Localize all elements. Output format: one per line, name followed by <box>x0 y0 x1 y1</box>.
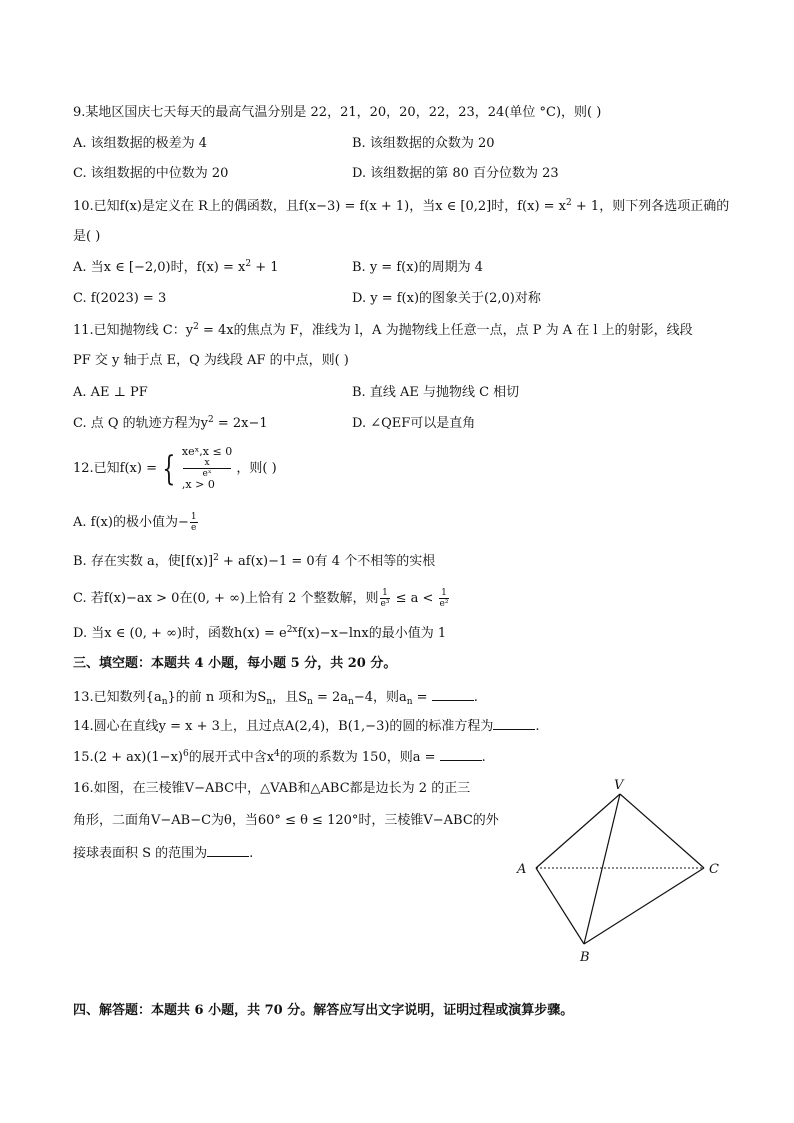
q10-stem: 10.已知f(x)是定义在 R上的偶函数，且f(x−3) = f(x + 1)，当x ∈ [0,2]时，$f(x) = x^2 + 1$，则下列各选项正确的 <box>73 198 730 214</box>
q12-piecewise: xeˣ,x ≤ 0 x eˣ ,x > 0 <box>181 445 233 491</box>
q10-option-c: C. f(2023) = 3 <box>73 291 167 306</box>
q12-option-b: B. 存在实数 a，使$[f(x)]^2 + af(x)-1 = 0$有 4 个不相等的实根 <box>73 553 436 569</box>
edge-bc <box>584 868 704 944</box>
q10-option-b: B. y = f(x)的周期为 4 <box>352 260 484 275</box>
q16-line2: 角形，二面角V−AB−C为θ，当60° ≤ θ ≤ 120°时，三棱锥V−ABC的外 <box>73 813 499 828</box>
q10-option-d: D. y = f(x)的图象关于(2,0)对称 <box>352 291 541 306</box>
q9-option-a: A. 该组数据的极差为 4 <box>73 136 208 151</box>
q16-answer-blank[interactable] <box>207 844 249 857</box>
q9-option-d: D. 该组数据的第 80 百分位数为 23 <box>352 166 559 181</box>
q12-option-d: D. 当x ∈ (0, + ∞)时，函数$h(x) = e^{2x}f(x)-x-\ln x$的最小值为 1 <box>73 625 447 641</box>
q10-stem-cont: 是( ) <box>73 229 101 244</box>
vertex-label-v: V <box>614 778 624 793</box>
q16-line3: 接球表面积 S 的范围为 . <box>73 846 254 861</box>
edge-ab <box>536 868 584 944</box>
q9-option-b: B. 该组数据的众数为 20 <box>352 136 495 151</box>
q10-option-a: A. 当x ∈ [−2,0)时，$f(x) = x^2 + 1$ <box>73 259 279 275</box>
q12-brace: { <box>162 448 176 489</box>
vertex-label-a: A <box>517 862 527 877</box>
q12-option-a: A. f(x)的极小值为− $\frac{1}{e}$ <box>73 512 197 533</box>
edge-vc <box>620 794 704 868</box>
edge-av <box>536 794 620 868</box>
q15-answer-blank[interactable] <box>440 748 482 761</box>
q9-option-c: C. 该组数据的中位数为 20 <box>73 166 229 181</box>
q13: 13.已知数列$\{a_n\}$的前 n 项和为$S_n$，且$S_n = 2a_n-4$，则$a_n$ = . <box>73 690 478 707</box>
q9-stem: 9.某地区国庆七天每天的最高气温分别是 22，21，20，20，22，23，24(单位 °C)，则( ) <box>73 105 602 120</box>
q11-option-d: D. ∠QEF可以是直角 <box>352 416 476 431</box>
q14: 14.圆心在直线y = x + 3上，且过点A(2,4)，B(1,−3)的圆的标准方程为 . <box>73 719 540 734</box>
section3-heading: 三、填空题：本题共 4 小题，每小题 5 分，共 20 分。 <box>73 656 397 671</box>
q11-stem: 11.已知抛物线 C：$y^2 = 4x$的焦点为 F，准线为 l，A 为抛物线上任意一点，点 P 为 A 在 l 上的射影，线段 <box>73 322 693 338</box>
q16-line1: 16.如图，在三棱锥V−ABC中，△VAB和△ABC都是边长为 2 的正三 <box>73 781 471 796</box>
q12-option-c: C. 若f(x)−ax > 0在(0, + ∞)上恰有 2 个整数解，则 $\frac{1}{\text{e³}}$ ≤ a < $\frac{1}{\text{e²}}$ <box>73 588 449 609</box>
section4-heading: 四、解答题：本题共 6 小题，共 70 分。解答应写出文字说明，证明过程或演算步骤。 <box>73 1003 574 1018</box>
q11-option-a: A. AE ⊥ PF <box>73 385 148 400</box>
q11-stem-cont: PF 交 y 轴于点 E，Q 为线段 AF 的中点，则( ) <box>73 353 349 368</box>
tetrahedron-figure <box>512 774 728 964</box>
q13-answer-blank[interactable] <box>432 688 474 701</box>
q12-stem: 12.已知f(x) = { xeˣ,x ≤ 0 x eˣ ,x > 0 ，则( ) <box>73 445 277 491</box>
q11-option-b: B. 直线 AE 与抛物线 C 相切 <box>352 385 520 400</box>
edge-vb <box>584 794 620 944</box>
vertex-label-b: B <box>580 950 590 964</box>
q11-option-c: C. 点 Q 的轨迹方程为$y^2 = 2x-1$ <box>73 415 268 431</box>
vertex-label-c: C <box>709 862 719 877</box>
q15: $15.(2 + ax)(1-x)^6$的展开式中含$x^4$的项的系数为 150，则a = . <box>73 749 486 765</box>
q14-answer-blank[interactable] <box>493 717 535 730</box>
